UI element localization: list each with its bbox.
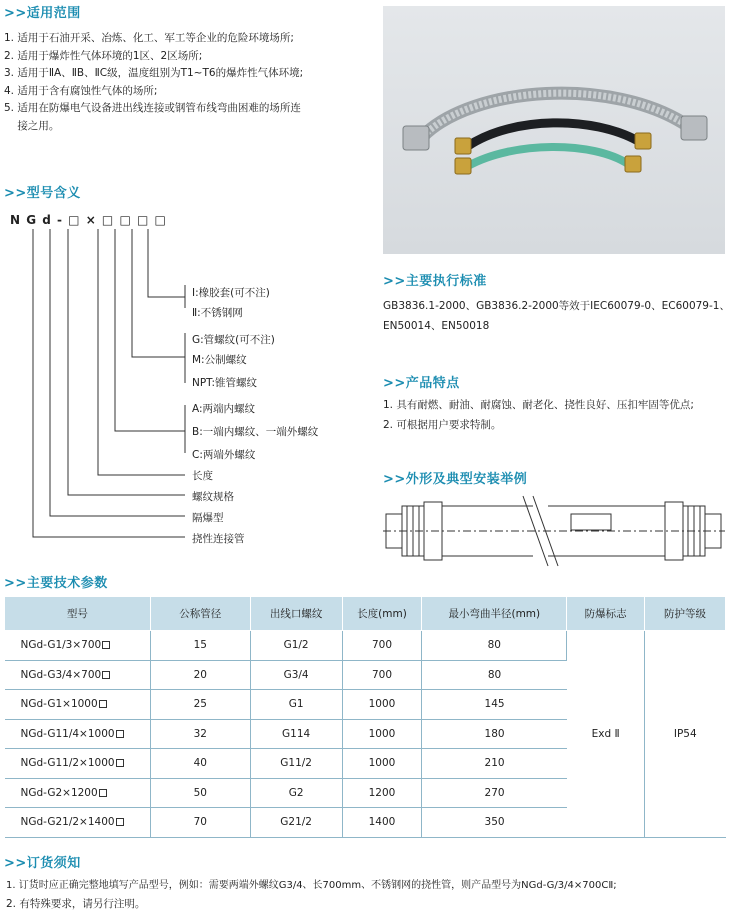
cell: 180 (422, 719, 567, 749)
model-label: 长度 (192, 470, 213, 482)
list-item: 接之用。 (4, 119, 60, 132)
list-item: 1. 具有耐燃、耐油、耐腐蚀、耐老化、挠性良好、压扣牢固等优点; (383, 399, 694, 411)
cell: 1000 (342, 719, 422, 749)
cell: 1000 (342, 749, 422, 779)
model-diagram (0, 205, 370, 550)
cell: G1/2 (250, 631, 342, 661)
list-item: 5. 适用在防爆电气设备进出线连接或钢管布线弯曲困难的场所连 (4, 102, 301, 115)
col-header: 最小弯曲半径(mm) (422, 597, 567, 631)
model-label: 挠性连接管 (192, 533, 245, 545)
features-list (383, 395, 694, 435)
col-header: 公称管径 (150, 597, 250, 631)
cell-model: NGd-G21/2×1400 (5, 808, 151, 838)
col-header: 长度(mm) (342, 597, 422, 631)
model-label: G:管螺纹(可不注) (192, 334, 275, 346)
cell: 80 (422, 660, 567, 690)
section-title-scope: >>适用范围 (4, 6, 81, 21)
section-title-install: >>外形及典型安装举例 (383, 472, 528, 487)
scope-list (4, 30, 303, 136)
section-title-features: >>产品特点 (383, 376, 460, 391)
cell: 15 (150, 631, 250, 661)
cell-model: NGd-G1×1000 (5, 690, 151, 720)
cell-protection: IP54 (645, 631, 726, 838)
model-label: 螺纹规格 (192, 491, 234, 503)
list-item: 1. 适用于石油开采、冶炼、化工、军工等企业的危险环境场所; (4, 32, 294, 44)
product-photo (383, 6, 725, 254)
cell: 700 (342, 660, 422, 690)
cell: 40 (150, 749, 250, 779)
list-item: 2. 有特殊要求，请另行注明。 (6, 898, 146, 910)
col-header: 出线口螺纹 (250, 597, 342, 631)
cell-model: NGd-G11/4×1000 (5, 719, 151, 749)
model-label: 隔爆型 (192, 512, 224, 524)
cell: 1000 (342, 690, 422, 720)
order-list (6, 876, 617, 914)
standards-line: GB3836.1-2000、GB3836.2-2000等效于IEC60079-0、EC60079-1、 (383, 300, 730, 312)
cell: G11/2 (250, 749, 342, 779)
cell: 1400 (342, 808, 422, 838)
col-header: 防护等级 (645, 597, 726, 631)
list-item: 2. 可根据用户要求特制。 (383, 419, 502, 431)
cell: G114 (250, 719, 342, 749)
cell: 145 (422, 690, 567, 720)
list-item: 4. 适用于含有腐蚀性气体的场所; (4, 84, 158, 97)
cell: 210 (422, 749, 567, 779)
cell: 1200 (342, 778, 422, 808)
cell: 700 (342, 631, 422, 661)
section-title-standards: >>主要执行标准 (383, 274, 487, 289)
cell-model: NGd-G11/2×1000 (5, 749, 151, 779)
model-label: B:一端内螺纹、一端外螺纹 (192, 426, 319, 438)
section-title-order: >>订货须知 (4, 856, 81, 871)
cell: 32 (150, 719, 250, 749)
model-label: Ⅱ:不锈钢网 (192, 307, 243, 319)
section-title-model: >>型号含义 (4, 186, 81, 201)
cell: 80 (422, 631, 567, 661)
col-header: 型号 (5, 597, 151, 631)
list-item: 1. 订货时应正确完整地填写产品型号，例如：需要两端外螺纹G3/4、长700mm、不锈钢网的挠性管，则产品型号为NGd-G/3/4×700CⅡ; (6, 880, 617, 891)
params-table (4, 596, 726, 838)
cell-model: NGd-G3/4×700 (5, 660, 151, 690)
model-label: NPT:锥管螺纹 (192, 377, 257, 389)
model-label: M:公制螺纹 (192, 354, 247, 366)
col-header: 防爆标志 (567, 597, 645, 631)
table-row (5, 631, 726, 661)
model-label: C:两端外螺纹 (192, 449, 256, 461)
cell-exmark: Exd Ⅱ (567, 631, 645, 838)
cell: G21/2 (250, 808, 342, 838)
cell: 70 (150, 808, 250, 838)
cell-model: NGd-G2×1200 (5, 778, 151, 808)
standards-line: EN50014、EN50018 (383, 320, 490, 332)
cell: 350 (422, 808, 567, 838)
list-item: 2. 适用于爆炸性气体环境的1区、2区场所; (4, 49, 203, 62)
cell-model: NGd-G1/3×700 (5, 631, 151, 661)
hose-illustration (383, 6, 725, 254)
cell: 20 (150, 660, 250, 690)
cell: G2 (250, 778, 342, 808)
section-title-params: >>主要技术参数 (4, 576, 108, 591)
cell: 270 (422, 778, 567, 808)
model-diagram-lines (0, 205, 370, 550)
model-label: Ⅰ:橡胶套(可不注) (192, 287, 270, 299)
cell: 50 (150, 778, 250, 808)
cell: G1 (250, 690, 342, 720)
cell: G3/4 (250, 660, 342, 690)
standards-text (383, 296, 730, 336)
model-label: A:两端内螺纹 (192, 403, 256, 415)
install-drawing (383, 492, 728, 572)
table-header-row (5, 597, 726, 631)
cell: 25 (150, 690, 250, 720)
model-code: N G d - □ × □ □ □ □ (10, 213, 167, 227)
list-item: 3. 适用于ⅡA、ⅡB、ⅡC级，温度组别为T1~T6的爆炸性气体环境; (4, 67, 304, 80)
